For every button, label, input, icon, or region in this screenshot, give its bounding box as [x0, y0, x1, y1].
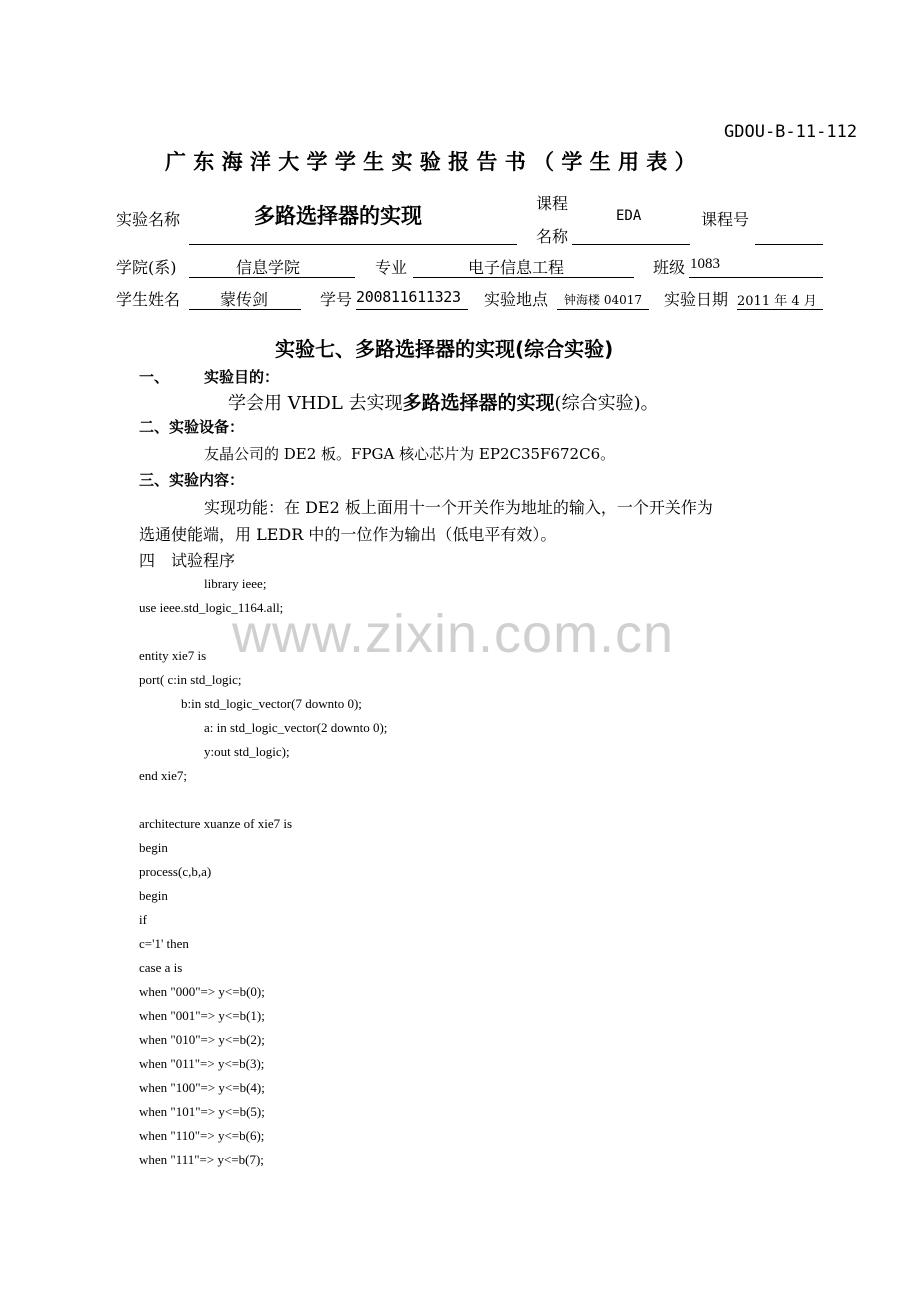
section-1-text-c: (综合实验)。: [554, 393, 659, 414]
code-line: when "010"=> y<=b(2);: [139, 1032, 265, 1047]
code-line: architecture xuanze of xie7 is: [139, 816, 293, 831]
section-2-title: 二、实验设备：: [139, 418, 245, 436]
course-name-label-1: 课程: [536, 194, 569, 213]
exp-name-label: 实验名称: [116, 210, 181, 229]
student-value: 蒙传剑: [220, 290, 269, 309]
course-name-value: EDA: [616, 208, 642, 224]
date-value: 2011 年 4 月: [737, 294, 817, 309]
report-title: 广 东 海 洋 大 学 学 生 实 验 报 告 书 （ 学 生 用 表 ）: [165, 150, 696, 174]
section-3-text-1: 实现功能：在 DE2 板上面用十一个开关作为地址的输入，一个开关作为: [204, 498, 713, 517]
code-line: c='1' then: [139, 936, 189, 951]
location-underline: [557, 309, 649, 310]
code-line: library ieee;: [204, 576, 267, 591]
course-name-label-2: 名称: [536, 227, 569, 246]
course-name-underline: [572, 244, 690, 245]
id-label: 学号: [320, 290, 353, 309]
code-line: entity xie7 is: [139, 648, 207, 663]
college-value: 信息学院: [236, 258, 301, 277]
code-line: a: in std_logic_vector(2 downto 0);: [204, 720, 388, 735]
code-line: end xie7;: [139, 768, 188, 783]
date-label: 实验日期: [664, 290, 729, 309]
date-underline: [737, 309, 823, 310]
main-title: 实验七、多路选择器的实现(综合实验): [275, 337, 614, 361]
id-underline: [356, 309, 468, 310]
major-label: 专业: [375, 258, 408, 277]
exp-name-underline: [189, 244, 517, 245]
code-line: when "100"=> y<=b(4);: [139, 1080, 265, 1095]
id-value: 200811611323: [356, 288, 461, 306]
course-no-label: 课程号: [701, 210, 750, 229]
section-3-title: 三、实验内容：: [139, 471, 245, 489]
code-line: case a is: [139, 960, 183, 975]
code-line: when "101"=> y<=b(5);: [139, 1104, 265, 1119]
code-line: b:in std_logic_vector(7 downto 0);: [181, 696, 362, 711]
code-line: y:out std_logic);: [204, 744, 290, 759]
exp-name-value: 多路选择器的实现: [254, 204, 422, 228]
student-label: 学生姓名: [116, 290, 181, 309]
college-label: 学院(系): [116, 258, 177, 277]
code-line: process(c,b,a): [139, 864, 212, 879]
code-line: when "000"=> y<=b(0);: [139, 984, 265, 999]
section-3-text-2: 选通使能端，用 LEDR 中的一位作为输出（低电平有效）。: [139, 525, 557, 544]
code-line: if: [139, 912, 147, 927]
section-1-text-b: 多路选择器的实现: [402, 392, 555, 414]
class-label: 班级: [653, 258, 686, 277]
watermark-text: www.zixin.com.cn: [232, 604, 675, 664]
code-line: begin: [139, 888, 168, 903]
code-line: begin: [139, 840, 168, 855]
course-no-underline: [755, 244, 823, 245]
location-label: 实验地点: [484, 290, 549, 309]
location-value: 钟海楼 04017: [564, 293, 642, 307]
class-underline: [689, 277, 823, 278]
code-line: when "110"=> y<=b(6);: [139, 1128, 265, 1143]
code-line: port( c:in std_logic;: [139, 672, 242, 687]
document-code: GDOU-B-11-112: [724, 122, 858, 142]
major-value: 电子信息工程: [468, 258, 565, 277]
section-4-title: 四 试验程序: [139, 551, 236, 570]
section-1-text: [228, 388, 659, 415]
class-value: 1083: [690, 256, 720, 272]
code-line: when "001"=> y<=b(1);: [139, 1008, 265, 1023]
section-1-title: 实验目的：: [204, 368, 280, 386]
section-1-text-a: 学会用 VHDL 去实现: [228, 393, 403, 414]
section-2-text: 友晶公司的 DE2 板。FPGA 核心芯片为 EP2C35F672C6。: [204, 445, 616, 463]
code-line: use ieee.std_logic_1164.all;: [139, 600, 284, 615]
section-1-number: 一、: [139, 368, 170, 386]
code-line: when "111"=> y<=b(7);: [139, 1152, 264, 1167]
code-line: when "011"=> y<=b(3);: [139, 1056, 265, 1071]
